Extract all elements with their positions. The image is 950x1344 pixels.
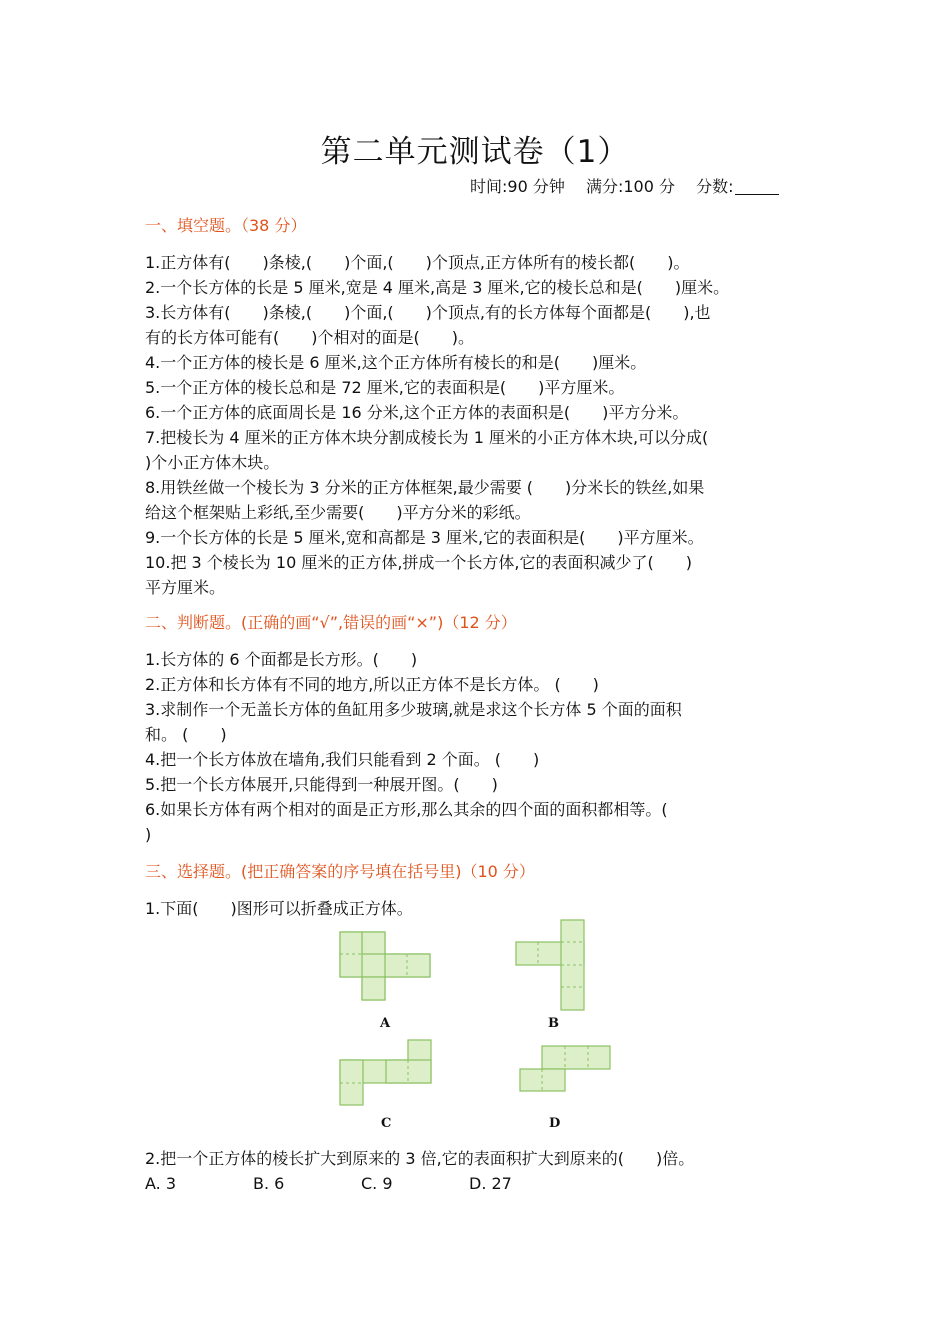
question-line: 4.把一个长方体放在墙角,我们只能看到 2 个面。 ( )	[145, 750, 540, 769]
cube-nets-svg	[330, 910, 630, 1140]
question-line: 平方厘米。	[145, 578, 226, 597]
question-line: 5.一个正方体的棱长总和是 72 厘米,它的表面积是( )平方厘米。	[145, 378, 625, 397]
option-d: D. 27	[469, 1174, 512, 1193]
exam-meta	[470, 176, 810, 198]
question-line: 3.求制作一个无盖长方体的鱼缸用多少玻璃,就是求这个长方体 5 个面的面积	[145, 700, 682, 719]
choice-options	[145, 1171, 825, 1196]
question-line: 7.把棱长为 4 厘米的正方体木块分割成棱长为 1 厘米的小正方体木块,可以分成(	[145, 428, 709, 447]
question-line: 5.把一个长方体展开,只能得到一种展开图。( )	[145, 775, 498, 794]
option-b: B. 6	[253, 1174, 285, 1193]
score-blank	[735, 178, 779, 195]
net-label-a: A	[380, 1016, 391, 1031]
question-line: 4.一个正方体的棱长是 6 厘米,这个正方体所有棱长的和是( )厘米。	[145, 353, 647, 372]
question-line: 8.用铁丝做一个棱长为 3 分米的正方体框架,最少需要 ( )分米长的铁丝,如果	[145, 478, 705, 497]
net-label-c: C	[381, 1116, 392, 1131]
question-line: 2.把一个正方体的棱长扩大到原来的 3 倍,它的表面积扩大到原来的( )倍。	[145, 1149, 695, 1168]
question-line: 1.下面( )图形可以折叠成正方体。	[145, 899, 413, 918]
question-line: 2.正方体和长方体有不同的地方,所以正方体不是长方体。 ( )	[145, 675, 599, 694]
net-c	[340, 1040, 431, 1105]
question-line: 6.一个正方体的底面周长是 16 分米,这个正方体的表面积是( )平方分米。	[145, 403, 689, 422]
question-line: 6.如果长方体有两个相对的面是正方形,那么其余的四个面的面积都相等。(	[145, 800, 668, 819]
net-label-d: D	[549, 1116, 561, 1131]
question-line: 9.一个长方体的长是 5 厘米,宽和高都是 3 厘米,它的表面积是( )平方厘米。	[145, 528, 704, 547]
section-title: 一、填空题。（38 分）	[145, 216, 307, 235]
question-line: 1.正方体有( )条棱,( )个面,( )个顶点,正方体所有的棱长都( )。	[145, 253, 690, 272]
net-label-b: B	[548, 1016, 559, 1031]
question-line: 和。 ( )	[145, 725, 227, 744]
question-line: 有的长方体可能有( )个相对的面是( )。	[145, 328, 474, 347]
question-2	[145, 1146, 825, 1196]
question-line: 2.一个长方体的长是 5 厘米,宽是 4 厘米,高是 3 厘米,它的棱长总和是( )厘米。	[145, 278, 730, 297]
question-line: )	[145, 825, 152, 844]
section-title: 三、选择题。(把正确答案的序号填在括号里)（10 分）	[145, 862, 535, 881]
net-a	[340, 932, 430, 1000]
section-title: 二、判断题。(正确的画“√”,错误的画“×”)（12 分）	[145, 613, 517, 632]
question-line: 1.长方体的 6 个面都是长方形。( )	[145, 650, 418, 669]
page-title: 第二单元测试卷（1）	[320, 134, 630, 170]
option-c: C. 9	[361, 1174, 393, 1193]
question-line: )个小正方体木块。	[145, 453, 280, 472]
net-b	[516, 920, 584, 1010]
section-fill-in	[145, 214, 825, 600]
section-true-false	[145, 611, 825, 847]
question-list	[145, 647, 825, 847]
cube-nets-figure	[330, 910, 630, 1140]
full-score: 满分:100 分	[585, 177, 675, 196]
question-line: 3.长方体有( )条棱,( )个面,( )个顶点,有的长方体每个面都是( ),也	[145, 303, 711, 322]
option-a: A. 3	[145, 1174, 177, 1193]
score-label: 分数:	[696, 177, 734, 196]
net-d	[520, 1046, 610, 1091]
time-limit: 时间:90 分钟	[470, 177, 565, 196]
question-line: 给这个框架贴上彩纸,至少需要( )平方分米的彩纸。	[145, 503, 531, 522]
question-line: 10.把 3 个棱长为 10 厘米的正方体,拼成一个长方体,它的表面积减少了( )	[145, 553, 692, 572]
question-list	[145, 250, 825, 600]
